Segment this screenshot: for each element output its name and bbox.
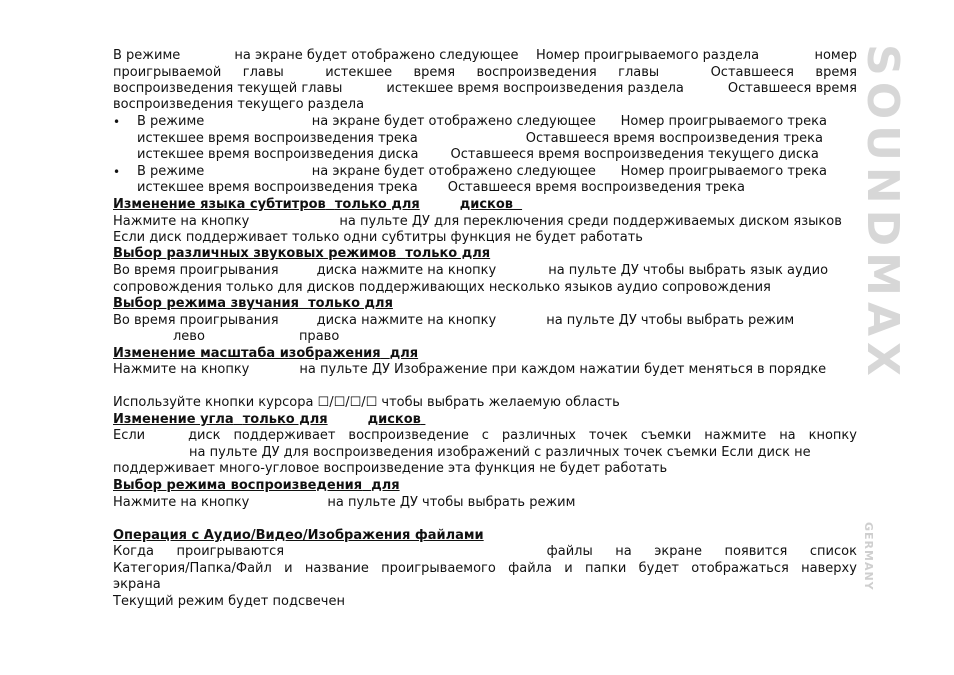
brand-name: SOUNDMAX: [857, 44, 908, 382]
section-heading: Выбор режима звучания только для: [113, 296, 393, 311]
section-heading: Операция с Аудио/Видео/Изображения файлами: [113, 528, 484, 543]
paragraph-line: Во время проигрывания диска нажмите на кнопку на пульте ДУ чтобы выбрать режим: [113, 313, 795, 328]
brand-sub: GERMANY: [862, 522, 875, 591]
paragraph-line: Когда проигрываются файлы на экране появится список: [113, 544, 857, 559]
bullet-line: истекшее время воспроизведения трека Оставшееся время воспроизведения трека: [137, 180, 745, 195]
bullet-line: В режиме на экране будет отображено следующее Номер проигрываемого трека: [137, 164, 827, 179]
paragraph-line: сопровождения только для дисков поддерживающих несколько языков аудио сопровождения: [113, 280, 771, 295]
bullet-marker: •: [113, 115, 121, 129]
section-heading: Изменение языка субтитров только для дисков: [113, 197, 514, 212]
paragraph-line: поддерживает много-угловое воспроизведение эта функция не будет работать: [113, 461, 668, 476]
paragraph-line: Если диск поддерживает воспроизведение с различных точек съемки нажмите на кнопку: [113, 428, 857, 443]
paragraph-line: воспроизведения текущей главы истекшее время воспроизведения раздела Оставшееся время: [113, 81, 857, 96]
paragraph-line: экрана: [113, 577, 161, 592]
paragraph-line: Во время проигрывания диска нажмите на кнопку на пульте ДУ чтобы выбрать язык аудио: [113, 263, 829, 278]
paragraph-line: Нажмите на кнопку на пульте ДУ Изображение при каждом нажатии будет меняться в порядке: [113, 362, 827, 377]
bullet-marker: •: [113, 165, 121, 179]
paragraph-line: Текущий режим будет подсвечен: [113, 594, 345, 609]
soundmax-logo: [858, 44, 906, 524]
paragraph-line: Используйте кнопки курсора ☐/☐/☐/☐ чтобы выбрать желаемую область: [113, 395, 620, 410]
paragraph-line: проигрываемой главы истекшее время воспроизведения главы Оставшееся время: [113, 65, 857, 80]
paragraph-line: на пульте ДУ для воспроизведения изображений с различных точек съемки Если диск не: [189, 445, 811, 460]
paragraph-line: лево право: [173, 329, 340, 344]
section-heading: Изменение угла только для дисков: [113, 412, 421, 427]
bullet-line: В режиме на экране будет отображено следующее Номер проигрываемого трека: [137, 114, 827, 129]
bullet-line: истекшее время воспроизведения трека Оставшееся время воспроизведения трека: [137, 131, 823, 146]
section-heading: Выбор режима воспроизведения для: [113, 478, 400, 493]
section-heading: Выбор различных звуковых режимов только для: [113, 246, 491, 261]
section-heading: Изменение масштаба изображения для: [113, 346, 419, 361]
paragraph-line: воспроизведения текущего раздела: [113, 97, 365, 112]
paragraph-line: Если диск поддерживает только одни субтитры функция не будет работать: [113, 230, 643, 245]
paragraph-line: Нажмите на кнопку на пульте ДУ чтобы выбрать режим: [113, 495, 576, 510]
paragraph-line: В режиме на экране будет отображено следующее Номер проигрываемого раздела номер: [113, 48, 857, 63]
paragraph-line: Категория/Папка/Файл и название проигрываемого файла и папки будет отображаться наверху: [113, 561, 857, 576]
bullet-line: истекшее время воспроизведения диска Оставшееся время воспроизведения текущего диска: [137, 147, 819, 162]
paragraph-line: Нажмите на кнопку на пульте ДУ для переключения среди поддерживаемых диском языков: [113, 214, 842, 229]
